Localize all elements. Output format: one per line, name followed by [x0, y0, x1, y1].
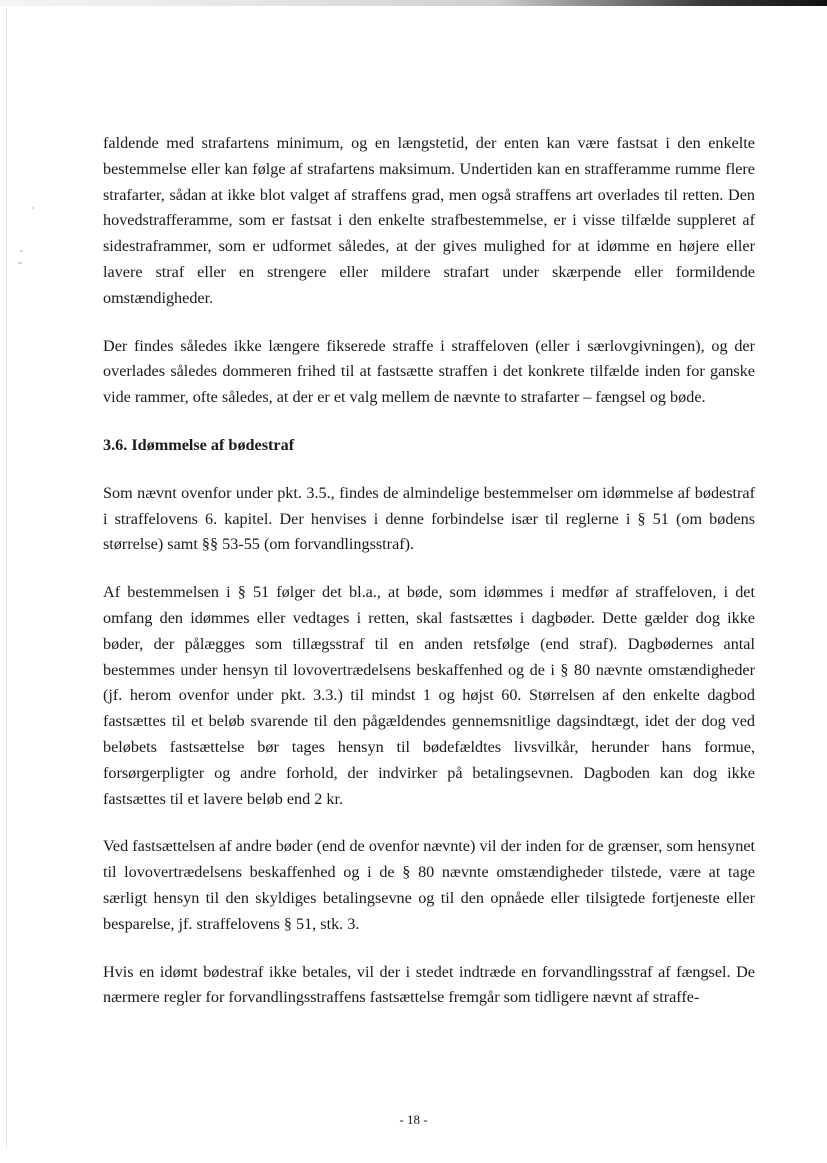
scan-speck	[32, 207, 34, 209]
scan-edge-top	[0, 0, 827, 6]
document-body	[103, 131, 755, 1011]
paragraph-5: Ved fastsættelsen af andre bøder (end de ovenfor nævnte) vil der inden for de grænser, som hensynet til lovovertrædelsens beskaffenhed og i de § 80 nævnte omstændigheder tilstede, være at tage særligt hensyn til den skyldiges betalingsevne og til den opnåede eller tilsigtede fortjeneste eller besparelse, jf. straffelovens § 51, stk. 3.	[103, 837, 755, 933]
paragraph-6: Hvis en idømt bødestraf ikke betales, vil der i stedet indtræde en forvandlingsstraf af fængsel. De nærmere regler for forvandlingsstraffens fastsættelse fremgår som tidligere nævnt af straffe-	[103, 962, 755, 1007]
page-number: - 18 -	[399, 1112, 428, 1127]
scan-edge-left	[6, 8, 7, 1148]
scan-speck	[18, 262, 22, 264]
paragraph-4: Af bestemmelsen i § 51 følger det bl.a., at bøde, som idømmes i medfør af straffeloven, i det omfang den idømmes eller vedtages i retten, skal fastsættes i dagbøder. Dette gælder dog ikke bøder, der pålægges som tillægsstraf til en anden retsfølge (end straf). Dagbødernes antal bestemmes under hensyn til lovovertrædelsens beskaffenhed og de i § 80 nævnte omstændigheder (jf. herom ovenfor under pkt. 3.3.) til mindst 1 og højst 60. Størrelsen af den enkelte dagbod fastsættes til et beløb svarende til den pågældendes gennemsnitlige dagsindtægt, idet der dog ved beløbets fastsættelse bør tages hensyn til bødefældtes livsvilkår, herunder hans formue, forsørgerpligter og andre forhold, der indvirker på betalingsevnen. Dagboden kan dog ikke fastsættes til et lavere beløb end 2 kr.	[103, 583, 755, 808]
paragraph-1: faldende med strafartens minimum, og en længstetid, der enten kan være fastsat i den enkelte bestemmelse eller kan følge af strafartens maksimum. Undertiden kan en strafferamme rumme flere strafarter, sådan at ikke blot valget af straffens grad, men også straffens art overlades til retten. Den hovedstrafferamme, som er fastsat i den enkelte strafbestemmelse, er i visse tilfælde suppleret af sidestraframmer, som er udformet således, at der gives mulighed for at idømme en højere eller lavere straf eller en strengere eller mildere strafart under skærpende eller formildende omstændigheder.	[103, 134, 755, 307]
paragraph-3: Som nævnt ovenfor under pkt. 3.5., findes de almindelige bestemmelser om idømmelse af bødestraf i straffelovens 6. kapitel. Der henvises i denne forbindelse især til reglerne i § 51 (om bødens størrelse) samt §§ 53-55 (om forvandlingsstraf).	[103, 483, 755, 554]
scan-speck	[20, 250, 23, 252]
paragraph-2: Der findes således ikke længere fikserede straffe i straffeloven (eller i særlovgivningen), og der overlades således dommeren frihed til at fastsætte straffen i det konkrete tilfælde inden for ganske vide rammer, ofte således, at der er et valg mellem de nævnte to strafarter – fængsel og bøde.	[103, 336, 755, 407]
section-heading: 3.6. Idømmelse af bødestraf	[103, 435, 295, 454]
